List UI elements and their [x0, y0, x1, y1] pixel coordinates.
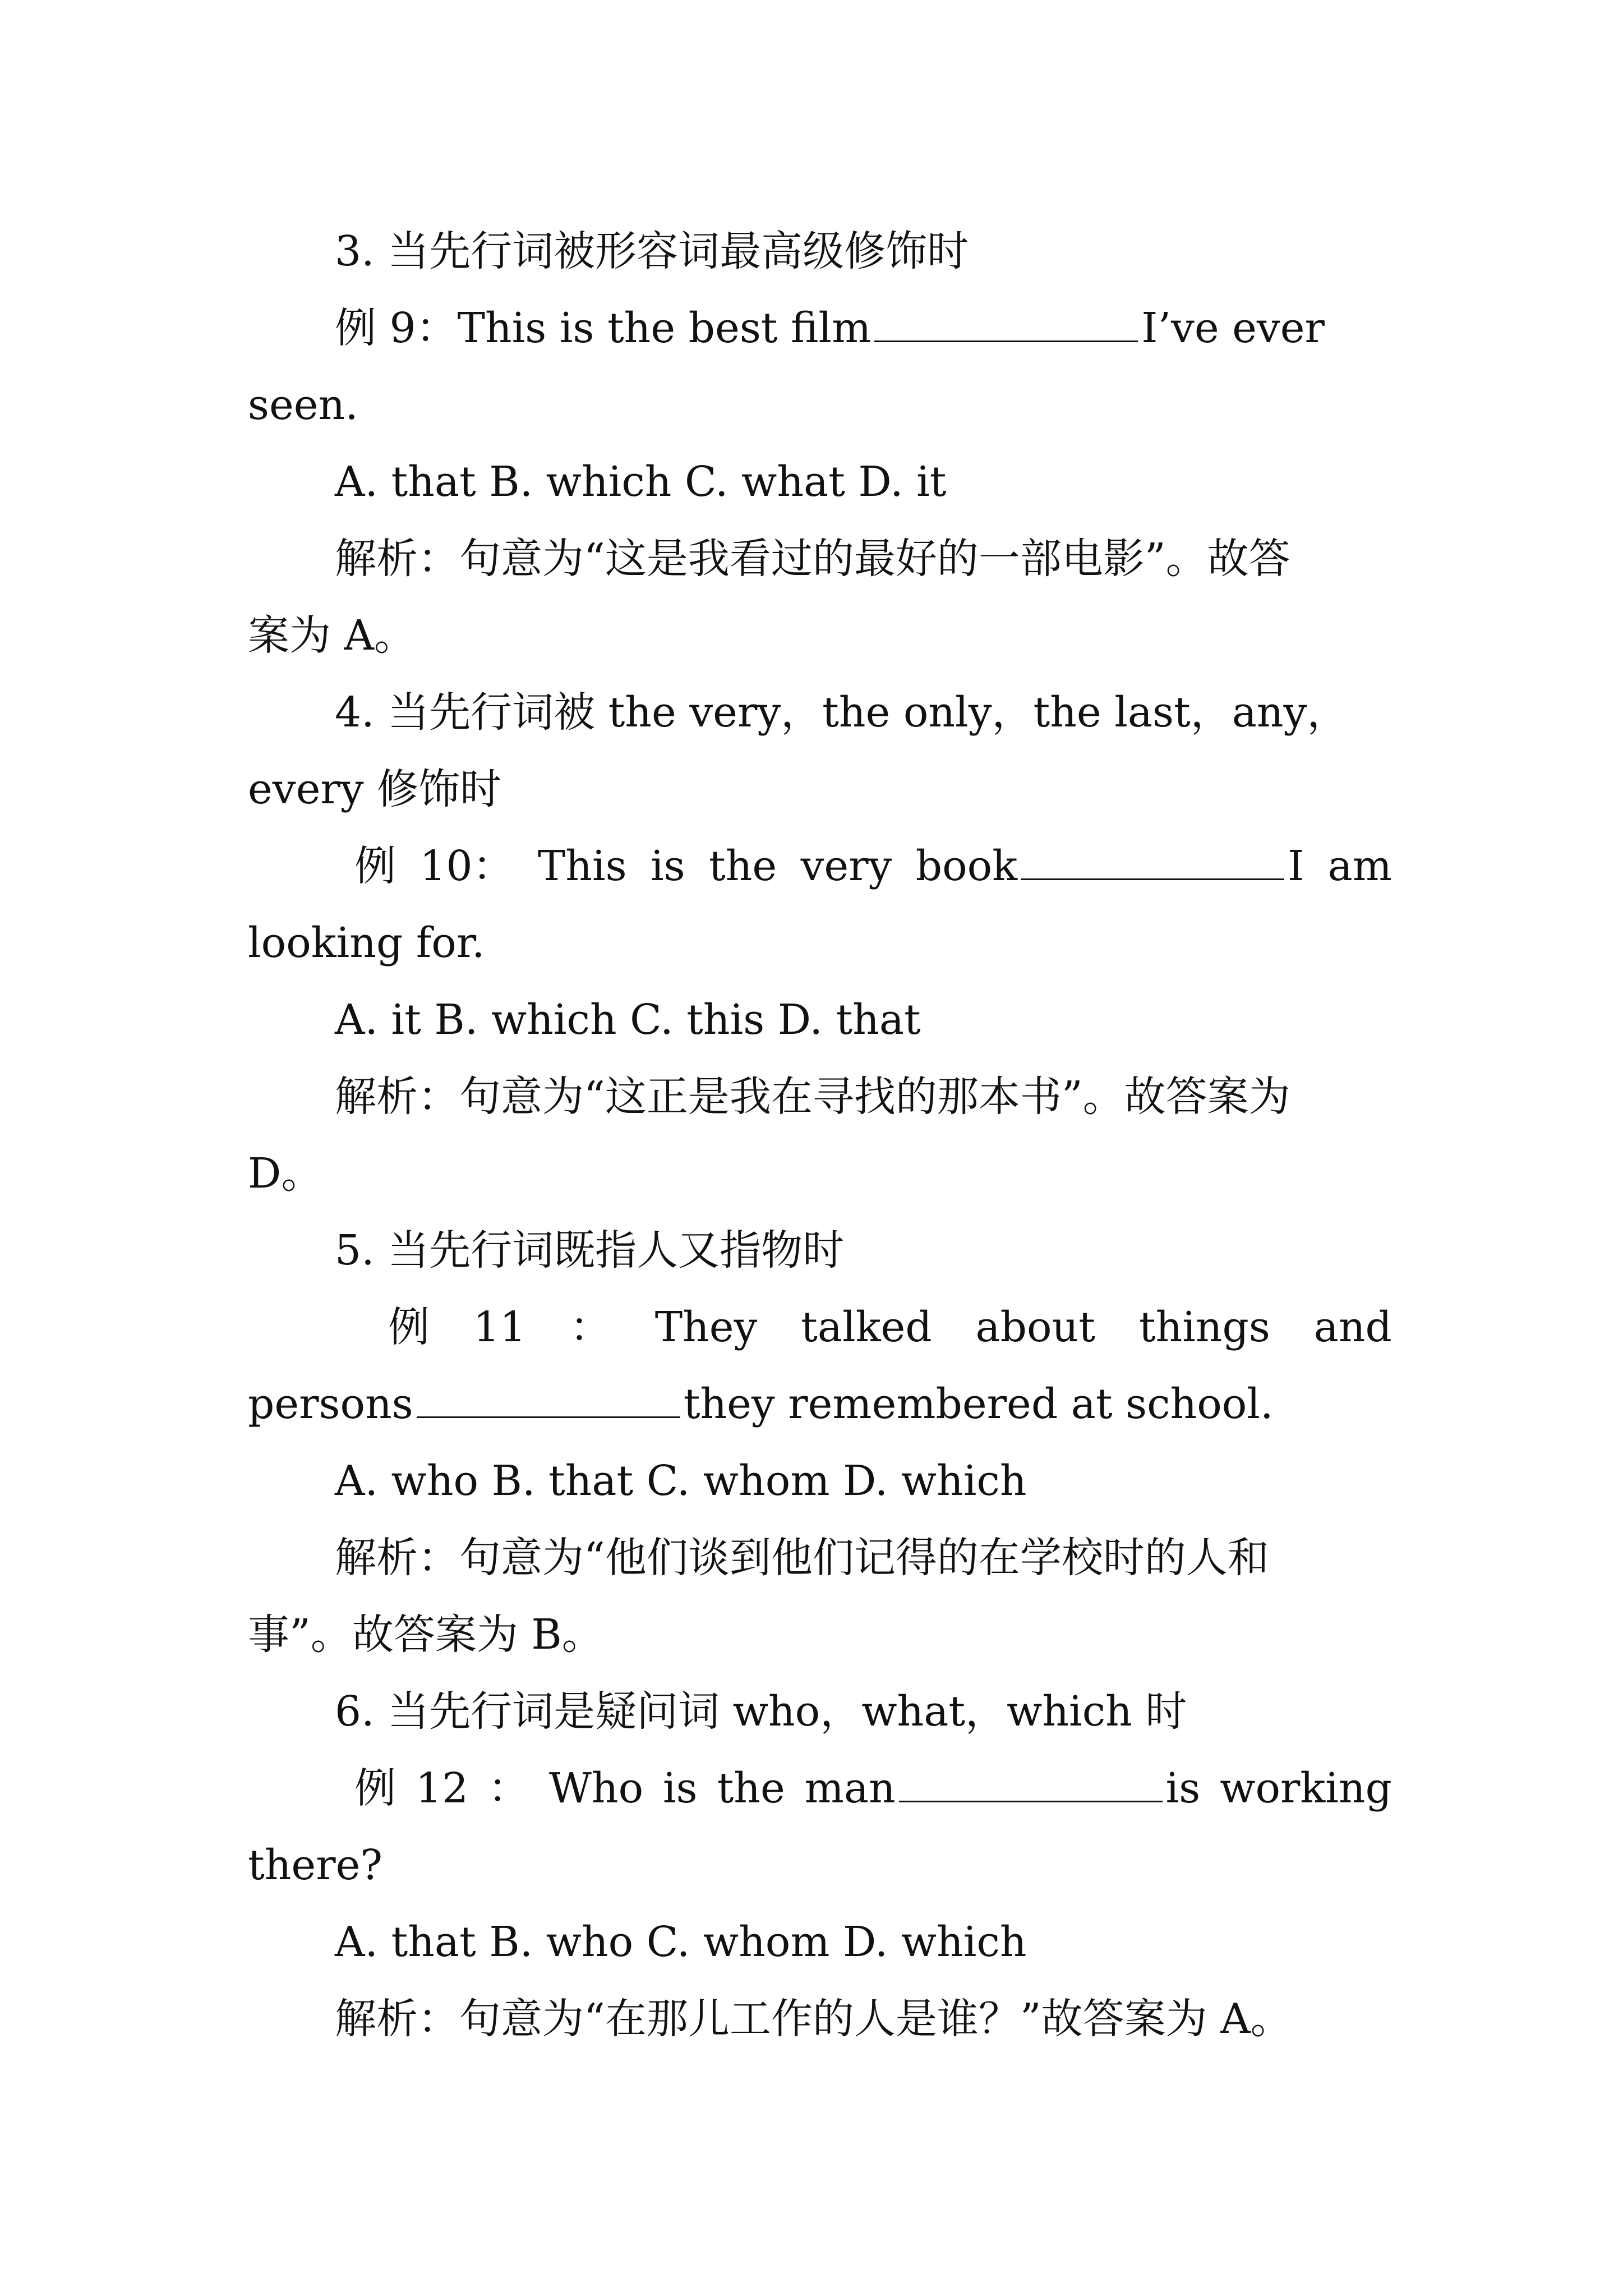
example-word: 例: [388, 1303, 430, 1351]
answer-blank: [899, 1763, 1163, 1802]
example-9-options: A. that B. which C. what D. it: [335, 458, 947, 506]
example-9-continuation: seen.: [248, 381, 358, 429]
example-9-analysis-line1: 解析：句意为“这是我看过的最好的一部电影”。故答: [335, 535, 1290, 583]
answer-blank: [417, 1379, 680, 1418]
example-9-prefix: 例 9：This is the best film: [335, 304, 872, 352]
section-5-heading: 5. 当先行词既指人又指物时: [335, 1226, 845, 1274]
example-word: the: [709, 842, 777, 890]
example-word: working: [1220, 1764, 1392, 1812]
section-4-heading-line1: 4. 当先行词被 the very，the only，the last，any，: [335, 688, 1349, 737]
example-word: is: [663, 1764, 698, 1812]
example-12-options: A. that B. who C. whom D. which: [335, 1918, 1027, 1966]
example-11: [248, 1289, 1392, 1366]
example-word: ：: [487, 1764, 529, 1812]
example-word: and: [1313, 1303, 1392, 1351]
example-word: very: [800, 842, 892, 890]
example-word: the: [717, 1764, 785, 1812]
example-word: ：: [569, 1303, 611, 1351]
example-word: 12: [415, 1764, 469, 1812]
example-9: [248, 290, 1392, 367]
example-10: [248, 828, 1392, 905]
example-word: 11: [473, 1303, 527, 1351]
answer-blank: [1021, 841, 1284, 880]
example-word: talked: [801, 1303, 932, 1351]
example-10-continuation: looking for.: [248, 919, 485, 967]
example-12-continuation: there?: [248, 1841, 383, 1889]
example-word: I: [1288, 842, 1304, 890]
example-word: book: [915, 842, 1018, 890]
example-word: things: [1138, 1303, 1270, 1351]
example-word: 10：: [419, 842, 514, 890]
document-body: [248, 213, 1392, 2058]
example-word-with-blank: [916, 828, 1304, 905]
section-3-heading: 3. 当先行词被形容词最高级修饰时: [335, 227, 969, 275]
example-word: They: [654, 1303, 758, 1351]
example-word: man: [804, 1764, 896, 1812]
example-10-analysis-line1: 解析：句意为“这正是我在寻找的那本书”。故答案为: [335, 1073, 1290, 1121]
example-10-analysis-line2: D。: [248, 1149, 323, 1198]
example-9-suffix: I’ve ever: [1141, 304, 1325, 352]
example-word: is: [650, 842, 685, 890]
example-10-options: A. it B. which C. this D. that: [335, 996, 921, 1044]
example-word: about: [975, 1303, 1095, 1351]
example-11-analysis-line2: 事”。故答案为 B。: [248, 1611, 603, 1659]
example-word: 例: [354, 842, 396, 890]
example-12-analysis-line1: 解析：句意为“在那儿工作的人是谁？”故答案为 A。: [335, 1995, 1292, 2043]
example-word: am: [1327, 842, 1392, 890]
example-word: Who: [548, 1764, 644, 1812]
example-11-continuation: [248, 1366, 1392, 1443]
example-12: [248, 1750, 1392, 1827]
example-11-prefix: persons: [248, 1380, 413, 1428]
example-11-analysis-line1: 解析：句意为“他们谈到他们记得的在学校时的人和: [335, 1534, 1269, 1582]
example-9-analysis-line2: 案为 A。: [248, 611, 416, 660]
section-4-heading-line2: every 修饰时: [248, 765, 502, 813]
example-11-suffix: they remembered at school.: [683, 1380, 1274, 1428]
answer-blank: [874, 303, 1138, 342]
section-6-heading: 6. 当先行词是疑问词 who，what，which 时: [335, 1687, 1187, 1736]
example-word: is: [1165, 1764, 1201, 1812]
example-word-with-blank: [805, 1750, 1201, 1827]
example-word: 例: [354, 1764, 396, 1812]
example-11-options: A. who B. that C. whom D. which: [335, 1457, 1027, 1505]
example-word: This: [537, 842, 627, 890]
